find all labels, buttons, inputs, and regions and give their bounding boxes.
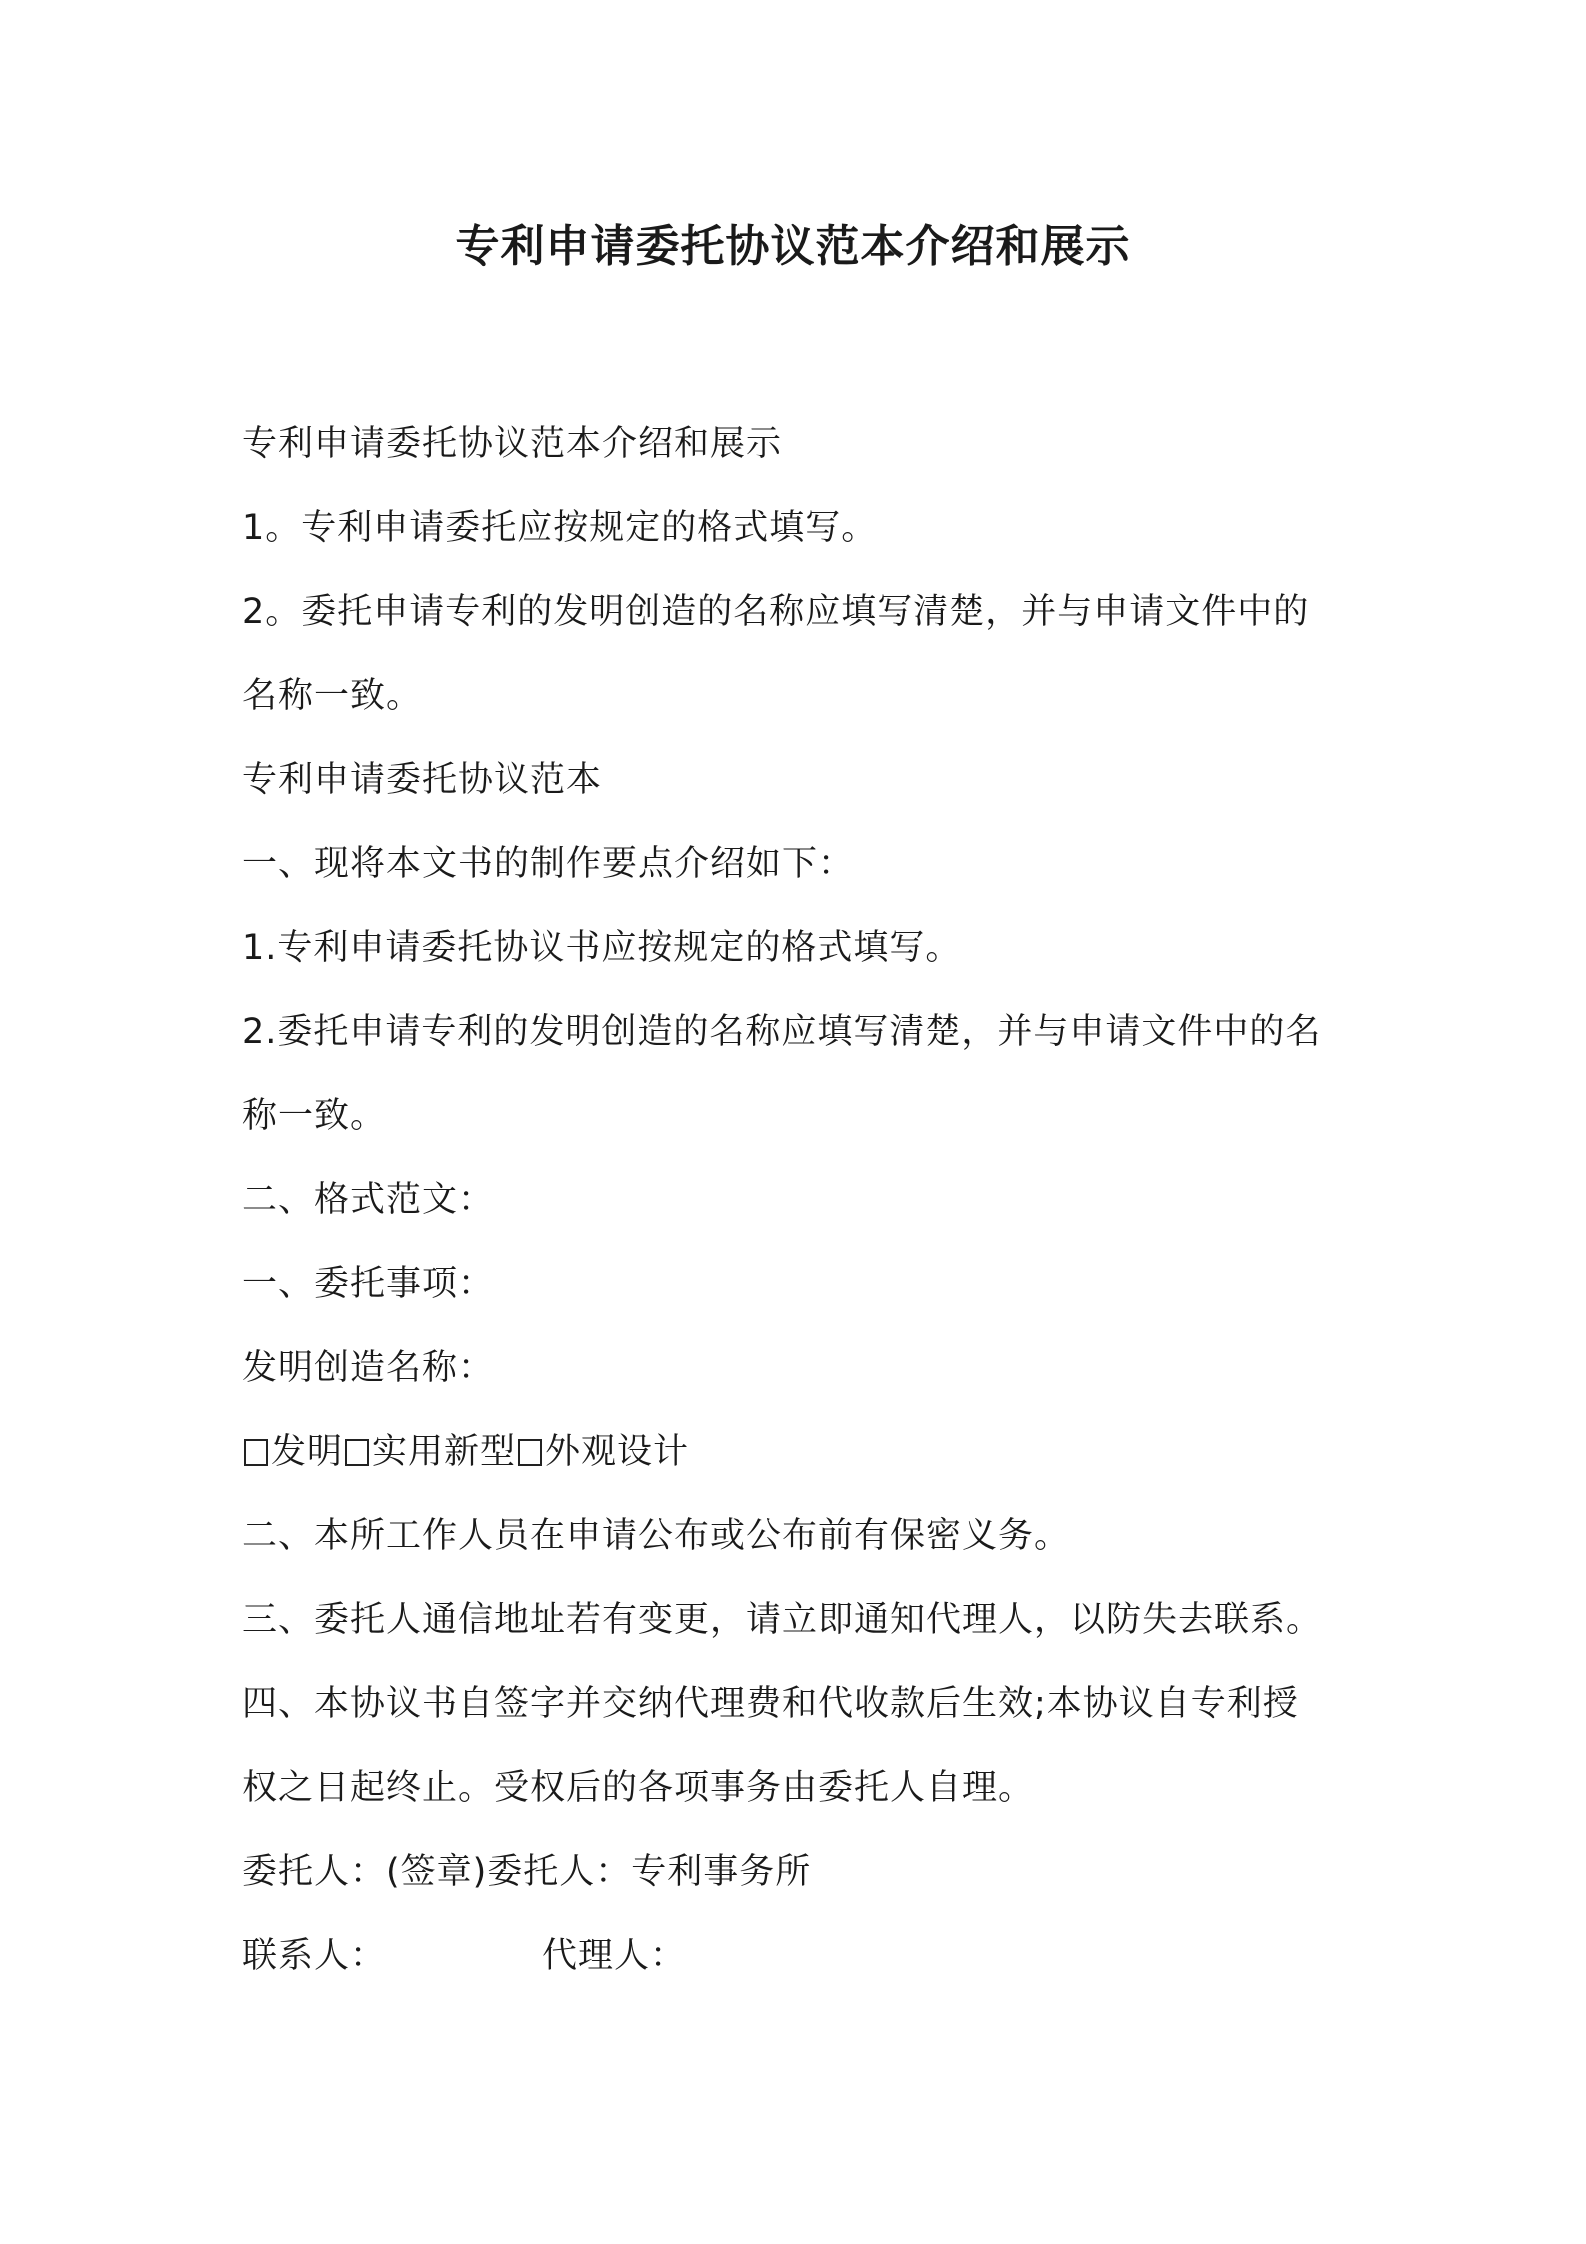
paragraph: 2。委托申请专利的发明创造的名称应填写清楚，并与申请文件中的 xyxy=(242,592,1310,632)
checkbox-design[interactable] xyxy=(518,1439,542,1466)
option-utility-model-label: 实用新型 xyxy=(372,1432,517,1472)
contact-agent-row xyxy=(242,1914,1362,1998)
paragraph: 专利申请委托协议范本介绍和展示 xyxy=(242,424,783,464)
paragraph: 1.专利申请委托协议书应按规定的格式填写。 xyxy=(242,928,962,968)
signature-line: 委托人：(签章)委托人：专利事务所 xyxy=(242,1852,812,1892)
paragraph: 三、委托人通信地址若有变更，请立即通知代理人，以防失去联系。 xyxy=(242,1600,1323,1640)
paragraph: 1。专利申请委托应按规定的格式填写。 xyxy=(242,508,878,548)
section-heading: 专利申请委托协议范本 xyxy=(242,760,603,800)
paragraph: 2.委托申请专利的发明创造的名称应填写清楚，并与申请文件中的名 xyxy=(242,1012,1322,1052)
paragraph: 一、委托事项： xyxy=(242,1264,495,1304)
paragraph: 二、本所工作人员在申请公布或公布前有保密义务。 xyxy=(242,1516,1071,1556)
document-title: 专利申请委托协议范本介绍和展示 xyxy=(455,221,1131,272)
document-body xyxy=(242,402,1362,1998)
checkbox-invention[interactable] xyxy=(244,1439,268,1466)
paragraph: 四、本协议书自签字并交纳代理费和代收款后生效;本协议自专利授 xyxy=(242,1684,1299,1724)
paragraph: 发明创造名称： xyxy=(242,1348,495,1388)
paragraph: 名称一致。 xyxy=(242,676,423,716)
paragraph: 权之日起终止。受权后的各项事务由委托人自理。 xyxy=(242,1768,1035,1808)
paragraph: 二、格式范文： xyxy=(242,1180,495,1220)
agent-label: 代理人： xyxy=(542,1936,687,1976)
paragraph: 一、现将本文书的制作要点介绍如下： xyxy=(242,844,855,884)
contact-label: 联系人： xyxy=(242,1936,387,1976)
paragraph: 称一致。 xyxy=(242,1096,387,1136)
patent-type-options xyxy=(242,1410,1362,1494)
option-design-label: 外观设计 xyxy=(545,1432,690,1472)
checkbox-utility-model[interactable] xyxy=(345,1439,369,1466)
option-invention-label: 发明 xyxy=(271,1432,344,1472)
